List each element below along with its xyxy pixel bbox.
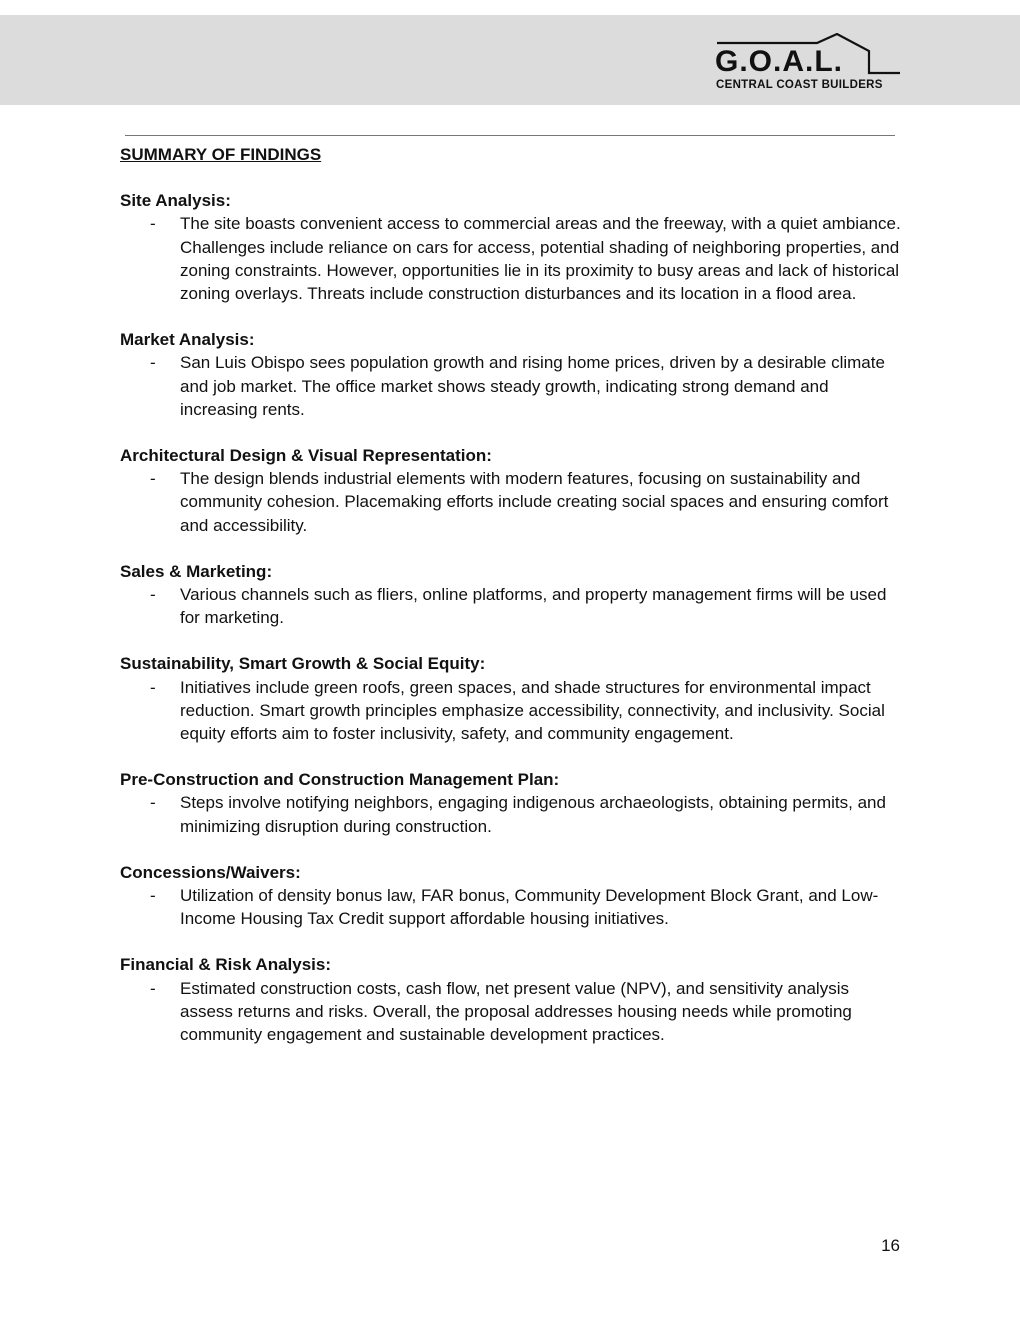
bullet-text: The site boasts convenient access to commercial areas and the freeway, with a quiet ambiance. Challenges include reliance on cars for access, potential shading of neighboring properties, and zoning constraints. However, opportunities lie in its proximity to busy areas and lack of historical zoning overlays. Threats include construction disturbances and its location in a flood area.: [180, 214, 901, 304]
section-site-analysis: [120, 189, 905, 305]
bullet-dash: -: [150, 793, 156, 813]
section-heading: Site Analysis:: [120, 191, 231, 211]
bullet-text: Initiatives include green roofs, green spaces, and shade structures for environmental impact reduction. Smart growth principles emphasize accessibility, connectivity, and inclusivity. Social equity efforts aim to foster inclusivity, safety, and community engagement.: [180, 677, 885, 744]
section-heading: Financial & Risk Analysis:: [120, 955, 331, 975]
bullet-text: Steps involve notifying neighbors, engaging indigenous archaeologists, obtaining permits, and minimizing disruption during construction.: [180, 793, 886, 836]
bullet-dash: -: [150, 978, 156, 998]
section-heading: Architectural Design & Visual Representation:: [120, 446, 492, 466]
bullet-dash: -: [150, 214, 156, 234]
section-heading: Concessions/Waivers:: [120, 862, 301, 882]
section-market-analysis: [120, 328, 905, 421]
page-title: SUMMARY OF FINDINGS: [120, 145, 322, 164]
page-number: 16: [881, 1236, 900, 1255]
bullet-item: [120, 351, 905, 421]
section-heading: Sustainability, Smart Growth & Social Equity:: [120, 654, 486, 674]
section-sales-marketing: [120, 560, 905, 630]
header-divider: [125, 135, 895, 136]
bullet-text: San Luis Obispo sees population growth and rising home prices, driven by a desirable climate and job market. The office market shows steady growth, indicating strong demand and increasing rents.: [180, 353, 885, 419]
company-logo: [715, 33, 905, 95]
section-concessions-waivers: [120, 861, 905, 931]
bullet-item: [120, 467, 905, 537]
section-heading: Pre-Construction and Construction Management Plan:: [120, 770, 560, 790]
bullet-text: Estimated construction costs, cash flow, net present value (NPV), and sensitivity analysis assess returns and risks. Overall, the proposal addresses housing needs while promoting community engagement and sustainable development practices.: [180, 978, 852, 1045]
bullet-dash: -: [150, 585, 156, 605]
section-construction-management: [120, 768, 905, 838]
section-architectural-design: [120, 444, 905, 537]
section-heading: Market Analysis:: [120, 330, 255, 350]
bullet-dash: -: [150, 677, 156, 697]
bullet-dash: -: [150, 469, 156, 489]
bullet-item: [120, 884, 905, 930]
bullet-dash: -: [150, 353, 156, 373]
section-financial-risk: [120, 953, 905, 1046]
bullet-text: Utilization of density bonus law, FAR bonus, Community Development Block Grant, and Low-Income Housing Tax Credit support affordable housing initiatives.: [180, 886, 879, 929]
bullet-text: Various channels such as fliers, online platforms, and property management firms will be used for marketing.: [180, 585, 887, 628]
bullet-text: The design blends industrial elements with modern features, focusing on sustainability and community cohesion. Placemaking efforts include creating social spaces and ensuring comfort and accessibility.: [180, 469, 889, 535]
bullet-item: [120, 977, 905, 1047]
bullet-item: [120, 676, 905, 746]
section-heading: Sales & Marketing:: [120, 561, 273, 581]
bullet-dash: -: [150, 886, 156, 906]
bullet-item: [120, 583, 905, 629]
bullet-item: [120, 791, 905, 837]
logo-wordmark: G.O.A.L.: [715, 45, 843, 78]
logo-tagline: CENTRAL COAST BUILDERS: [716, 79, 883, 91]
section-sustainability: [120, 652, 905, 745]
bullet-item: [120, 212, 905, 305]
document-body: [120, 143, 905, 1069]
